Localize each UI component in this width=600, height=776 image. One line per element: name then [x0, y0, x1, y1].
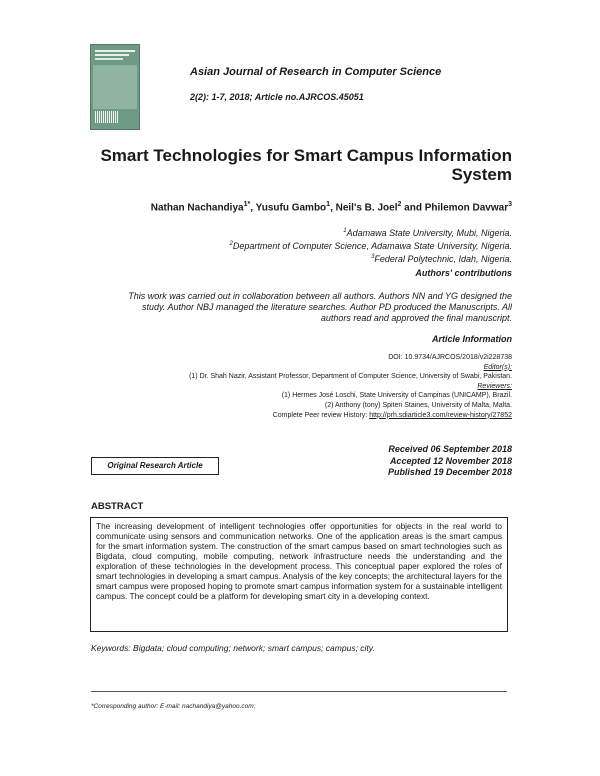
contributions-heading: Authors' contributions	[415, 268, 512, 278]
review-history-link[interactable]: http://prh.sdiarticle3.com/review-history/27852	[369, 411, 512, 419]
author-name: Nathan Nachandiya	[150, 202, 244, 214]
keywords: Keywords: Bigdata; cloud computing; network; smart campus; campus; city.	[91, 643, 375, 653]
author-name: Philemon Davwar	[424, 202, 509, 214]
cover-barcode	[95, 111, 119, 123]
reviewer-entry: (2) Anthony (tony) Spiteri Staines, University of Malta, Malta.	[324, 401, 512, 409]
affiliation-item	[230, 252, 512, 265]
author-name: Neil's B. Joel	[335, 202, 398, 214]
cover-illustration	[93, 65, 137, 109]
editor-entry: (1) Dr. Shah Nazir, Assistant Professor, Department of Computer Science, University of Swabi, Pakistan.	[189, 373, 512, 381]
author-list	[151, 201, 512, 213]
affiliation-mark: 1	[343, 228, 347, 234]
doi: DOI: 10.9734/AJRCOS/2018/v2i228738	[388, 354, 512, 361]
affiliation-text: Federal Polytechnic, Idah, Nigeria.	[374, 254, 512, 264]
cover-title-band	[95, 50, 135, 52]
author-separator: and	[401, 202, 425, 214]
reviewer-entry: (1) Hermes José Loschi, State University of Campinas (UNICAMP), Brazil.	[281, 392, 512, 400]
paper-title	[82, 146, 512, 184]
affiliations	[230, 226, 512, 265]
article-type-badge: Original Research Article	[91, 457, 219, 475]
journal-cover-image	[90, 44, 140, 130]
journal-name: Asian Journal of Research in Computer Science	[190, 66, 442, 78]
article-info	[189, 353, 512, 420]
affiliation-text: Adamawa State University, Mubi, Nigeria.	[346, 228, 512, 238]
author-separator: ,	[330, 202, 336, 214]
author-affil-mark: 1*	[243, 201, 251, 208]
affiliation-text: Department of Computer Science, Adamawa State University, Nigeria.	[232, 241, 512, 251]
review-history-label: Complete Peer review History:	[272, 411, 370, 419]
affiliation-mark: 2	[229, 241, 233, 247]
paper-title-line: Smart Technologies for Smart Campus Information	[100, 146, 512, 165]
contributions-text: This work was carried out in collaboration between all authors. Authors NN and YG designed the study. Author NBJ managed the literature searches. Author PD produced the Manuscripts. All authors read and approved the final manuscript.	[128, 291, 512, 323]
article-info-heading: Article Information	[431, 334, 512, 344]
affiliation-item	[230, 239, 512, 252]
cover-title-band	[95, 54, 129, 56]
received-date: Received 06 September 2018	[388, 444, 512, 454]
affiliation-mark: 3	[371, 254, 375, 260]
published-date: Published 19 December 2018	[387, 467, 512, 477]
paper-title-line: System	[451, 165, 512, 184]
abstract-text: The increasing development of intelligent technologies offer opportunities for objects in the real world to communicate using sensors and communication networks. One of the application areas is the smart campus for the smart information system. The construction of the smart campus based on smart technologies such as Bigdata, cloud computing, mobile computing, network infrastructure needs the understanding and the exploration of these technologies in the development process. This conceptual paper explored the roles of smart technologies in developing a smart campus. Analysis of the key concepts; the architectural layers for the smart campus were proposed hoping to promote smart campus information system for a sustainable intelligent campus. The concept could be a platform for developing smart city in a developing context.	[90, 517, 508, 632]
journal-citation: 2(2): 1-7, 2018; Article no.AJRCOS.45051	[190, 92, 364, 102]
affiliation-item	[230, 226, 512, 239]
review-history	[189, 411, 512, 421]
author-name: Yusufu Gambo	[255, 202, 327, 214]
author-affil-mark: 3	[508, 201, 512, 208]
author-separator: ,	[250, 202, 256, 214]
author-affil-mark: 2	[397, 201, 402, 208]
footnote-divider	[91, 691, 507, 692]
cover-title-band	[95, 58, 123, 60]
corresponding-author-footnote: *Corresponding author: E-mail: nachandiya@yahoo.com;	[91, 703, 256, 710]
author-affil-mark: 1	[326, 201, 331, 208]
accepted-date: Accepted 12 November 2018	[389, 455, 512, 466]
publication-dates	[388, 444, 512, 479]
reviewers-label: Reviewers:	[477, 382, 512, 390]
editors-label: Editor(s):	[483, 363, 512, 371]
abstract-heading: ABSTRACT	[91, 501, 144, 512]
